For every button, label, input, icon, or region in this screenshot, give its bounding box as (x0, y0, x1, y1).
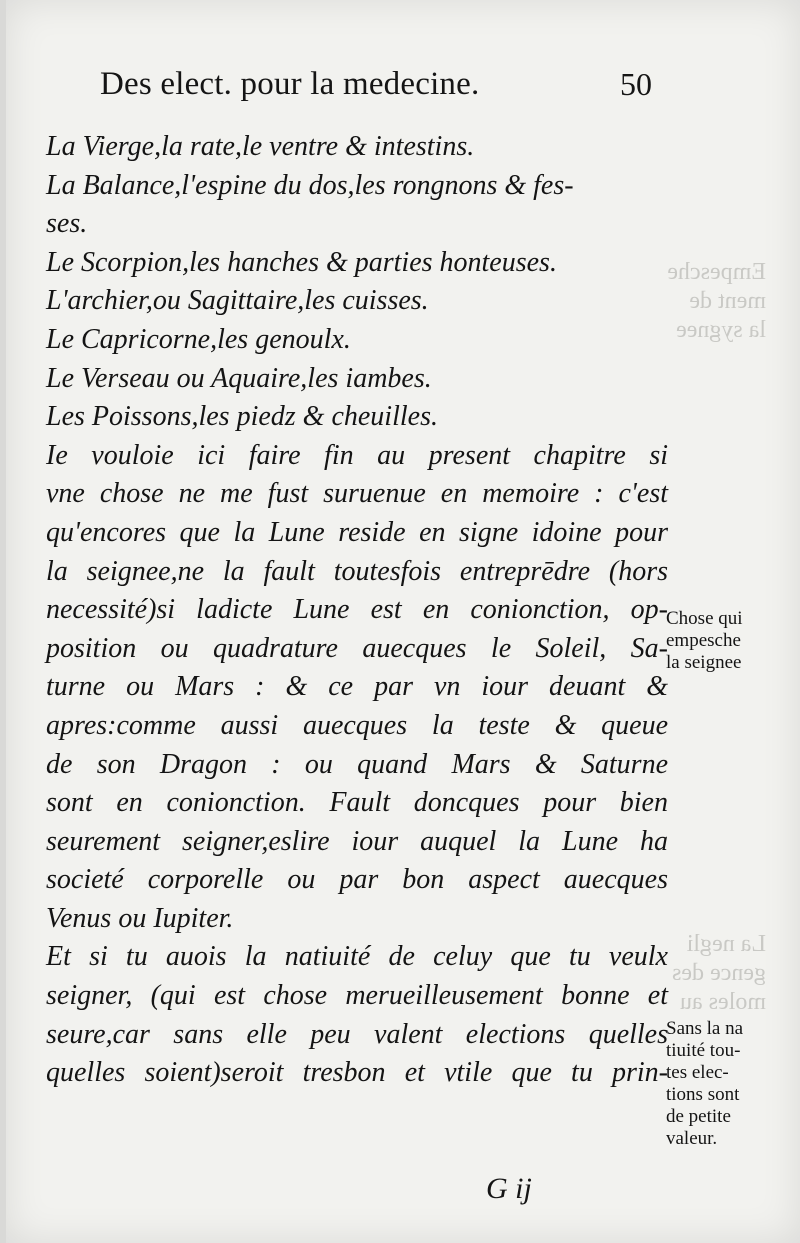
margin-note-line: Sans la na (666, 1018, 744, 1039)
text-line: position ou quadrature auecques le Soleil, Sa- (46, 632, 668, 664)
text-line: La Balance,l'espine du dos,les rongnons & fes- (46, 169, 574, 201)
text-line: La Vierge,la rate,le ventre & intestins. (46, 131, 475, 162)
text-line: Venus ou Iupiter. (46, 902, 234, 934)
show-through-text-2: La negli gence des moles au (672, 931, 766, 1015)
text-line: la seignee,ne la fault toutesfois entreprēdre (hors (46, 555, 668, 587)
main-text-block (46, 128, 668, 1093)
page-number: 50 (620, 66, 652, 102)
margin-note-seignee (666, 608, 743, 674)
text-line: apres:comme aussi auecques la teste & queue (46, 709, 668, 741)
text-line: vne chose ne me fust suruenue en memoire : c'est (46, 478, 668, 510)
text-line: Le Scorpion,les hanches & parties honteuses. (46, 246, 557, 278)
margin-note-line: la seignee (666, 652, 742, 673)
text-line: Le Verseau ou Aquaire,les iambes. (46, 362, 432, 394)
text-line: qu'encores que la Lune reside en signe idoine pour (46, 516, 668, 548)
margin-note-line: tiuité tou- (666, 1040, 741, 1061)
margin-note-line: tes elec- (666, 1062, 729, 1083)
text-line: de son Dragon : ou quand Mars & Saturne (46, 748, 668, 780)
text-line: Le Capricorne,les genoulx. (46, 323, 351, 355)
book-page (6, 0, 800, 1243)
margin-note-line: valeur. (666, 1128, 718, 1149)
margin-note-line: Chose qui (666, 608, 743, 629)
text-line: sont en conionction. Fault doncques pour bien (46, 787, 668, 819)
margin-note-line: empesche (666, 630, 741, 651)
margin-note-line: de petite (666, 1106, 731, 1127)
running-head: Des elect. pour la medecine. (100, 66, 480, 102)
signature-mark: G ij (486, 1172, 532, 1205)
margin-note-natiuite (666, 1018, 743, 1150)
text-line: seigner, (qui est chose merueilleusement bonne et (46, 980, 668, 1012)
text-line: quelles soient)seroit tresbon et vtile que tu prin- (46, 1057, 668, 1089)
text-line: seurement seigner,eslire iour auquel la Lune ha (46, 825, 668, 857)
text-line: Ie vouloie ici faire fin au present chapitre si (46, 439, 668, 471)
text-line: societé corporelle ou par bon aspect auecques (46, 864, 668, 896)
text-line: L'archier,ou Sagittaire,les cuisses. (46, 285, 429, 317)
text-line: Les Poissons,les piedz & cheuilles. (46, 401, 438, 433)
text-line: Et si tu auois la natiuité de celuy que tu veulx (46, 941, 668, 973)
text-line: necessité)si ladicte Lune est en conionction, op- (46, 594, 668, 626)
text-line: turne ou Mars : & ce par vn iour deuant & (46, 671, 668, 703)
show-through-text: Empesche ment de la sygnee (667, 259, 766, 343)
text-line: ses. (46, 208, 88, 240)
margin-note-line: tions sont (666, 1084, 740, 1105)
text-line: seure,car sans elle peu valent elections quelles (46, 1018, 668, 1050)
